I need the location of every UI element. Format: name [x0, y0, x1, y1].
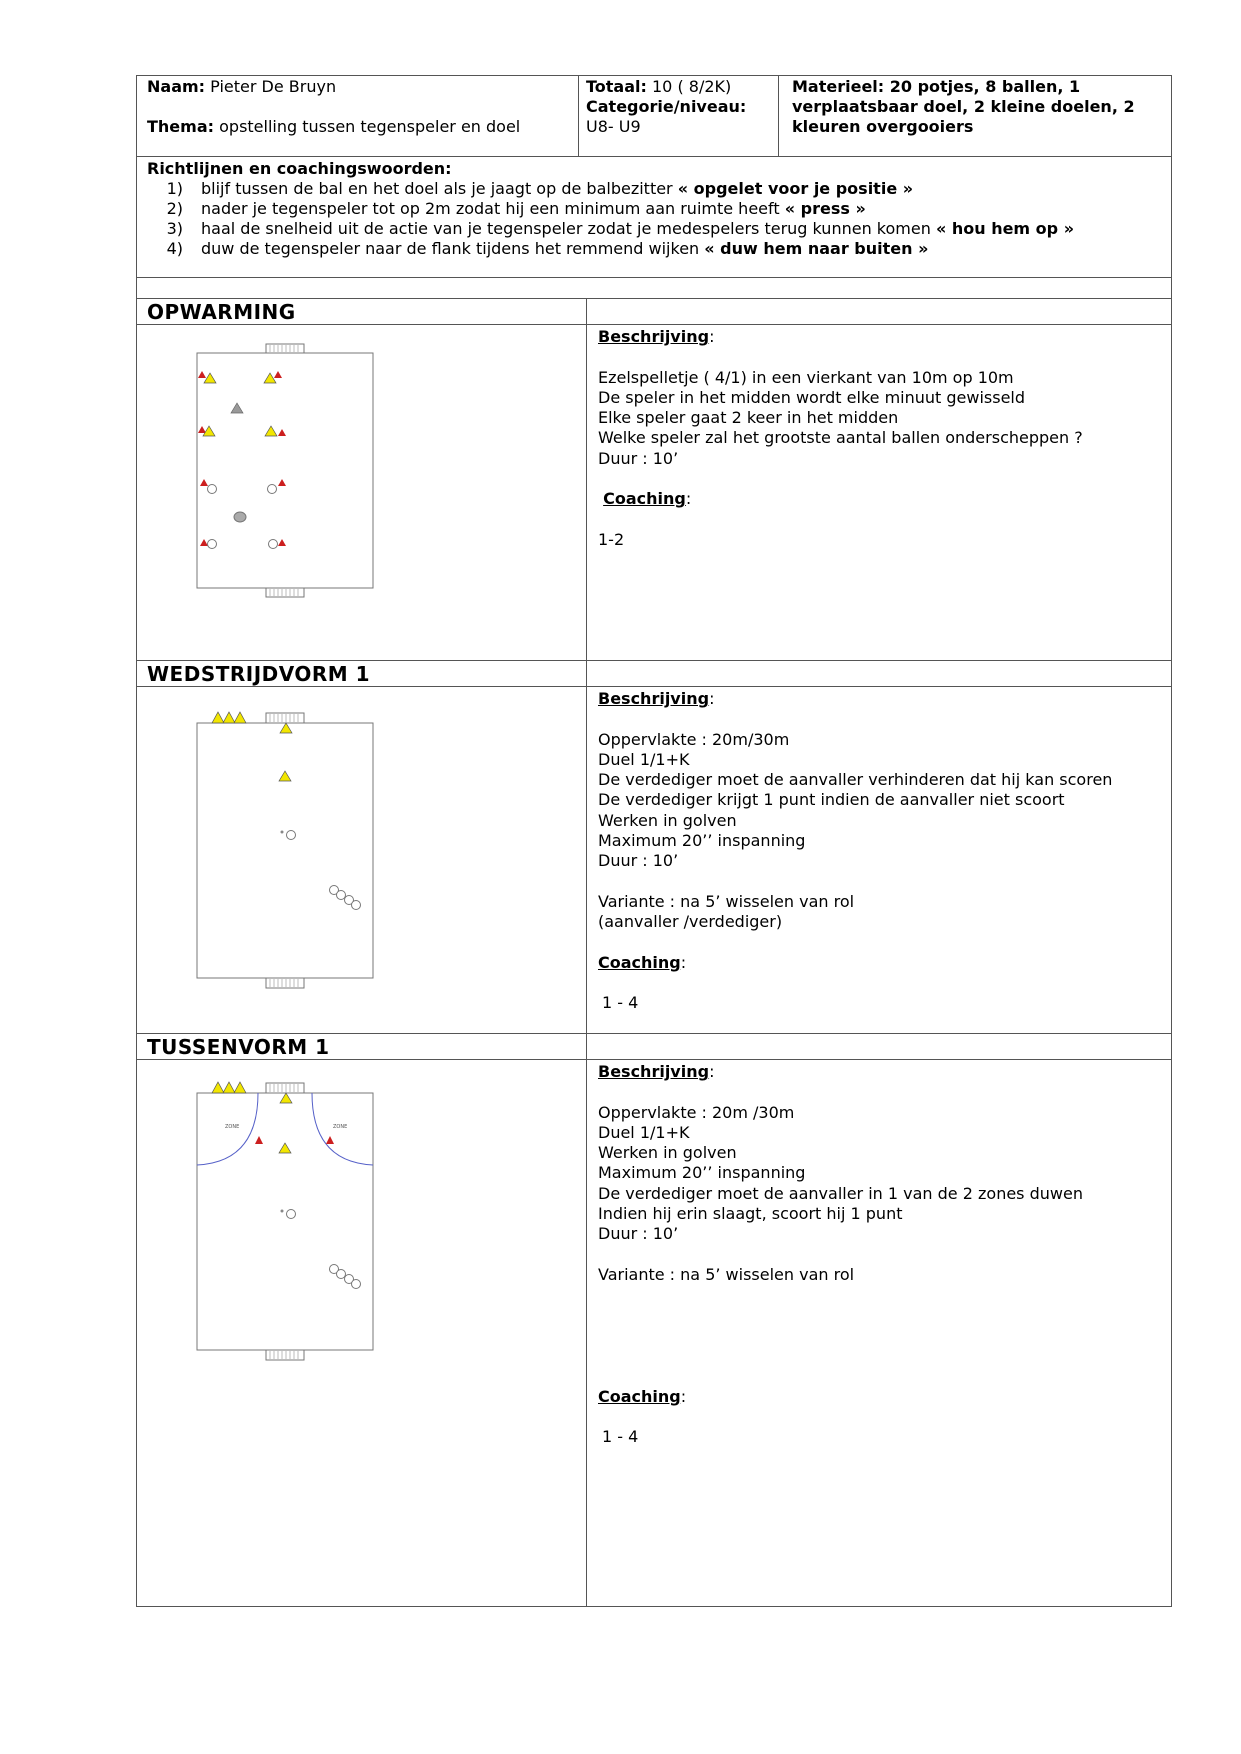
totaal-label: Totaal: — [586, 77, 647, 96]
ball-icon — [281, 831, 284, 834]
player-icon — [352, 1280, 361, 1289]
naam-label: Naam: — [147, 77, 206, 96]
naam-value: Pieter De Bruyn — [210, 77, 337, 96]
coaching-label: Coaching — [603, 489, 686, 509]
guideline-item: 2) nader je tegenspeler tot op 2m zodat hij een minimum aan ruimte heeft « press » — [166, 199, 866, 218]
player-yellow-icon — [223, 712, 235, 723]
player-yellow-icon — [223, 1082, 235, 1093]
attacker-icon — [287, 831, 296, 840]
opwarming-description: Beschrijving: Ezelspelletje ( 4/1) in een vierkant van 10m op 10m De speler in het midden wordt elke minuut gewisseld Elke speler gaat 2 keer in het midden Welke speler zal het grootste aantal ballen onderscheppen ? Duur : 10’ Coaching: 1-2 — [598, 327, 1083, 549]
ball-icon — [234, 512, 246, 522]
player-yellow-icon — [212, 1082, 224, 1093]
guideline-item: 3) haal de snelheid uit de actie van je tegenspeler zodat je medespelers terug kunnen komen « hou hem op » — [166, 219, 1075, 238]
zone-right-label: ZONE — [333, 1124, 348, 1130]
tussenvorm-field-diagram — [180, 1070, 420, 1390]
zone-left-label: ZONE — [225, 1124, 240, 1130]
naam-line — [147, 77, 336, 97]
player-icon — [337, 1270, 346, 1279]
tussenvorm-description: Beschrijving: Oppervlakte : 20m /30m Duel 1/1+K Werken in golven Maximum 20’’ inspanning De verdediger moet de aanvaller in 1 van de 2 zones duwen Indien hij erin slaagt, scoort hij 1 punt Duur : 10’ Variante : na 5’ wisselen van rol Coaching: 1 - 4 — [598, 1062, 1083, 1447]
player-icon — [268, 485, 277, 494]
wedstrijdvorm-description: Beschrijving: Oppervlakte : 20m/30m Duel 1/1+K De verdediger moet de aanvaller verhinderen dat hij kan scoren De verdediger krijgt 1 punt indien de aanvaller niet scoort Werken in golven Maximum 20’’ inspanning Duur : 10’ Variante : na 5’ wisselen van rol (aanvaller /verdediger) Coaching: 1 - 4 — [598, 689, 1113, 1013]
guidelines-title: Richtlijnen en coachingswoorden: — [147, 159, 452, 178]
pitch-outline — [197, 1093, 373, 1350]
wedstrijdvorm-field-diagram — [180, 696, 420, 1006]
thema-value: opstelling tussen tegenspeler en doel — [219, 117, 521, 136]
player-icon — [337, 891, 346, 900]
guideline-item: 4) duw de tegenspeler naar de flank tijdens het remmend wijken « duw hem naar buiten » — [166, 239, 929, 258]
attacker-icon — [287, 1210, 296, 1219]
totaal-line — [586, 77, 731, 97]
beschrijving-label: Beschrijving — [598, 327, 710, 346]
player-yellow-icon — [212, 712, 224, 723]
beschrijving-label: Beschrijving — [598, 1062, 710, 1081]
materieel-line-1: Materieel: 20 potjes, 8 ballen, 1 — [792, 77, 1081, 96]
player-icon — [352, 901, 361, 910]
categorie-value: U8- U9 — [586, 117, 641, 136]
thema-label: Thema: — [147, 117, 215, 136]
coaching-value: 1 - 4 — [602, 993, 639, 1013]
ball-icon — [281, 1210, 284, 1213]
player-icon — [208, 540, 217, 549]
thema-line — [147, 117, 520, 137]
coaching-label: Coaching — [598, 1386, 681, 1406]
materieel-line-3: kleuren overgooiers — [792, 117, 974, 136]
player-icon — [208, 485, 217, 494]
beschrijving-label: Beschrijving — [598, 689, 710, 708]
section-title-wedstrijdvorm: WEDSTRIJDVORM 1 — [147, 662, 371, 686]
coaching-value: 1 - 4 — [602, 1427, 639, 1447]
coaching-label: Coaching — [598, 952, 681, 972]
guideline-item: 1) blijf tussen de bal en het doel als je jaagt op de balbezitter « opgelet voor je positie » — [166, 179, 914, 198]
categorie-label: Categorie/niveau: — [586, 97, 747, 116]
pitch-outline — [197, 723, 373, 978]
player-icon — [269, 540, 278, 549]
totaal-value: 10 ( 8/2K) — [652, 77, 732, 96]
player-yellow-icon — [234, 712, 246, 723]
opwarming-field-diagram — [180, 335, 420, 625]
materieel-line-2: verplaatsbaar doel, 2 kleine doelen, 2 — [792, 97, 1135, 116]
coaching-value: 1-2 — [598, 529, 625, 549]
section-title-tussenvorm: TUSSENVORM 1 — [147, 1035, 330, 1059]
section-title-opwarming: OPWARMING — [147, 300, 296, 324]
player-yellow-icon — [234, 1082, 246, 1093]
pitch-outline — [197, 353, 373, 588]
